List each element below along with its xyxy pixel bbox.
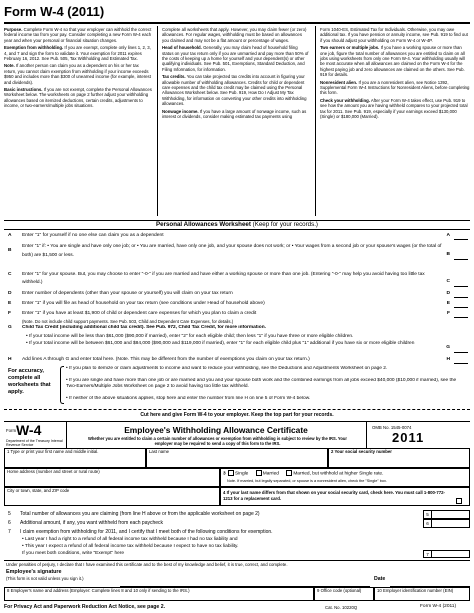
line-d-input[interactable]: [454, 291, 468, 298]
instruction-paragraph: Purpose. Complete Form W-4 so that your employer can withhold the correct federal income tax from your pay. Consider completing a new Form W-4 each year and when your personal or financial situation changes.: [4, 27, 152, 43]
worksheet-line-c: C Enter "1" for your spouse. But, you may choose to enter "-0-" if you are married and have either a working spouse or more than one job. (Entering "-0-" may help you avoid having too little tax withheld.) C: [4, 271, 470, 289]
name-differs-checkbox[interactable]: [456, 498, 462, 504]
line-f-note: (Note. Do not include child support payments. See Pub. 503, Child and Dependent Care Expenses, for details.): [22, 319, 234, 324]
cert-dept: Department of the Treasury Internal Revenue Service: [6, 439, 63, 448]
cert-line-6: 6 Additional amount, if any, you want withheld from each paycheck 6: [4, 519, 470, 528]
instruction-paragraph: Nonwage income. If you have a large amount of nonwage income, such as interest or dividends, consider making estimated tax payments using: [162, 108, 307, 120]
line-e-input[interactable]: [454, 301, 468, 308]
instructions-col-2: [162, 27, 310, 217]
instruction-paragraph: Form 1040-ES, Estimated Tax for Individuals. Otherwise, you may owe additional tax. If you have pension or annuity income, see Pub. 919 to find out if you should adjust your withholding on Form W-4 or W-4P.: [320, 27, 468, 43]
instruction-paragraph: Complete all worksheets that apply. However, you may claim fewer (or zero) allowances. For regular wages, withholding must be based on allowances you claimed and may not be a flat amount or percentage of wages.: [162, 27, 307, 43]
filing-status-box: 3 Single Married Married, but withhold at higher Single rate. Note. If married, but legally separated, or spouse is a nonresident alien, check the "Single" box.: [220, 468, 470, 487]
worksheet-heading: [4, 221, 470, 229]
cert-year: 2011: [392, 430, 425, 445]
worksheet-line-a: A Enter "1" for yourself if no one else can claim you as a dependent A: [4, 231, 470, 241]
cert-line-5: 5 Total number of allowances you are claiming (from line H above or from the applicable worksheet on page 2) 5: [4, 510, 470, 519]
first-name-field[interactable]: 1 Type or print your first name and middle initial.: [4, 448, 146, 468]
cert-form-name: W-4: [16, 422, 42, 438]
footer-form-id: Form W-4 (2011): [420, 604, 457, 609]
instructions-col-3: [320, 27, 470, 217]
married-higher-checkbox[interactable]: [286, 470, 292, 476]
line-c-input[interactable]: [454, 281, 468, 287]
cert-subtitle: Whether you are entitled to claim a certain number of allowances or exemption from withholding is subject to review by the IRS. Your employer may be required to send a copy of this form to the IRS.: [88, 436, 347, 446]
ein-field[interactable]: 10 Employer identification number (EIN): [374, 587, 470, 601]
instruction-paragraph: Exemption from withholding. If you are exempt, complete only lines 1, 2, 3, 4, and 7 and sign the form to validate it. Your exemption for 2011 expires February 16, 2012. See Pub. 505, Tax Withholding and Estimated Tax.: [4, 45, 151, 62]
worksheet-line-b: B Enter "1" if: • You are single and have only one job; or • You are married, have only one job, and your spouse does not work; or • Your wages from a second job or your spouse's wages (or the total of both) are $1,500 or less. B: [4, 242, 470, 270]
cert-title: Employee's Withholding Allowance Certificate: [124, 425, 308, 435]
married-checkbox[interactable]: [256, 470, 262, 476]
worksheet-title: Personal Allowances Worksheet: [156, 221, 251, 228]
cut-line-text: Cut here and give Form W-4 to your employer. Keep the top part for your records.: [140, 412, 334, 418]
worksheet-line-e: E Enter "1" if you will file as head of household on your tax return (see conditions under Head of household above) E: [4, 299, 470, 309]
cert-form-label: Form: [6, 428, 17, 433]
office-code-field[interactable]: 9 Office code (optional): [314, 587, 374, 601]
worksheet-line-g: G Child Tax Credit (including additional child tax credit). See Pub. 972, Child Tax Credit, for more information. • If your total income will be less than $61,000 ($90,000 if married), enter "2" for each eligible child; then less "1" if you have three or more eligible children. • If your total income will be between $61,000 and $84,000 ($90,000 and $119,000 if married), enter "1" for each eligible child plus "1" additional if you have six or more eligible children G: [4, 325, 470, 355]
instruction-paragraph: Tax credits. You can take projected tax credits into account in figuring your allowable number of withholding allowances. Credits for child or dependent care expenses and the child tax credit may be claimed using the Personal Allowances Worksheet below. See Pub. 919, How Do I Adjust My Tax Withholding, for information on converting your other credits into withholding allowances.: [162, 74, 307, 107]
instruction-paragraph: Nonresident alien. If you are a nonresident alien, see Notice 1392, Supplemental Form W-4 Instructions for Nonresident Aliens, before completing this form.: [320, 79, 470, 96]
cut-line: [4, 409, 470, 410]
exempt-input[interactable]: [432, 550, 470, 558]
worksheet-line-h: H Add lines A through G and enter total here. (Note. This may be different from the number of exemptions you claim on your tax return.) H: [4, 355, 470, 365]
instructions-col-1: [4, 27, 152, 217]
ssn-field[interactable]: 2 Your social security number: [328, 448, 470, 468]
additional-amount-input[interactable]: [432, 519, 470, 528]
allowances-input[interactable]: [432, 510, 470, 519]
accuracy-label: For accuracy, complete all worksheets that apply.: [8, 368, 51, 395]
form-title: Form W-4 (2011): [4, 4, 105, 19]
footer-cat-number: Cat. No. 10220Q: [325, 605, 358, 610]
instruction-paragraph: Basic instructions. If you are not exempt, complete the Personal Allowances Worksheet below. The worksheets on page 2 further adjust your withholding allowances based on itemized deductions, certain credits, adjustments to income, or two-earners/multiple jobs situations.: [4, 87, 152, 109]
footer-privacy-notice: For Privacy Act and Paperwork Reduction Act Notice, see page 2.: [4, 604, 166, 610]
instruction-paragraph: Note. If another person can claim you as a dependent on his or her tax return, you cannot claim exemption from withholding if your income exceeds $950 and includes more than $300 of unearned income (for example, interest and dividends).: [4, 63, 151, 85]
city-state-zip-field[interactable]: City or town, state, and ZIP code: [4, 487, 220, 506]
employer-name-address-field[interactable]: 8 Employer's name and address (Employer: Complete lines 8 and 10 only if sending to the IRS.): [4, 587, 314, 601]
instruction-paragraph: Two earners or multiple jobs. If you have a working spouse or more than one job, figure the total number of allowances you are entitled to claim on all jobs using worksheets from only one Form W-4. Your withholding usually will be most accurate when all allowances are claimed on the Form W-4 for the highest paying job and zero allowances are claimed on the others. See Pub. 919 for details.: [320, 45, 466, 78]
single-checkbox[interactable]: [228, 470, 234, 476]
accuracy-items: • If you plan to itemize or claim adjustments to income and want to reduce your withholding, see the Deductions and Adjustments Worksheet on page 2. • If you are single and have more than one job or are married and you and your spouse both work and the combined earnings from all jobs exceed $40,000 ($10,000 if married), see the Two-Earners/Multiple Jobs Worksheet on page 2 to avoid having too little tax withheld. • If neither of the above situations applies, stop here and enter the number from line H on line 5 of Form W-4 below.: [66, 366, 457, 401]
home-address-field[interactable]: Home address (number and street or rural route): [4, 468, 220, 487]
line-b-input[interactable]: [454, 254, 468, 260]
line-7-number: 7: [423, 550, 432, 558]
instruction-paragraph: Check your withholding. After your Form W-4 takes effect, use Pub. 919 to see how the amount you are having withheld compares to your projected total tax for 2011. See Pub. 919, especially if your earnings exceed $130,000 (Single) or $180,000 (Married).: [320, 97, 468, 120]
cert-line-7: 7 I claim exemption from withholding for 2011, and I certify that I meet both of the following conditions for exemption.: [8, 529, 273, 535]
line-g-input[interactable]: [454, 347, 468, 353]
signature-label: Employee's signature: [6, 569, 62, 575]
worksheet-line-d: D Enter number of dependents (other than your spouse or yourself) you will claim on your tax return D: [4, 289, 470, 299]
penalty-statement: Under penalties of perjury, I declare that I have examined this certificate and to the best of my knowledge and belief, it is true, correct, and complete.: [6, 562, 288, 567]
line-a-input[interactable]: [454, 233, 468, 240]
accuracy-brace: [60, 366, 64, 404]
signature-sublabel: (This form is not valid unless you sign it.): [6, 576, 84, 581]
worksheet-line-f: F Enter "1" if you have at least $1,900 of child or dependent care expenses for which you plan to claim a credit F: [4, 309, 470, 319]
cert-omb: OMB No. 1545-0074: [372, 425, 412, 430]
line-h-input[interactable]: [454, 357, 468, 364]
name-differs-box: 4 If your last name differs from that shown on your social security card, check here. You must call 1-800-772-1213 for a replacement card.: [220, 487, 470, 506]
date-label: Date: [374, 576, 386, 582]
title-rule: [4, 22, 470, 24]
line-f-input[interactable]: [454, 311, 468, 318]
line-7-items: • Last year I had a right to a refund of all federal income tax withheld because I had no tax liability and • This year I expect a refund of all federal income tax withheld because I expect to have no tax liability. If you meet both conditions, write "Exempt" here: [22, 537, 239, 556]
instruction-paragraph: Head of household. Generally, you may claim head of household filing status on your tax return only if you are unmarried and pay more than 50% of the costs of keeping up a home for yourself and your dependent(s) or other qualifying individuals. See Pub. 501, Exemptions, Standard Deduction, and Filing Information, for information.: [162, 45, 309, 72]
worksheet-subtitle: (Keep for your records.): [252, 221, 318, 228]
last-name-field[interactable]: Last name: [146, 448, 328, 468]
